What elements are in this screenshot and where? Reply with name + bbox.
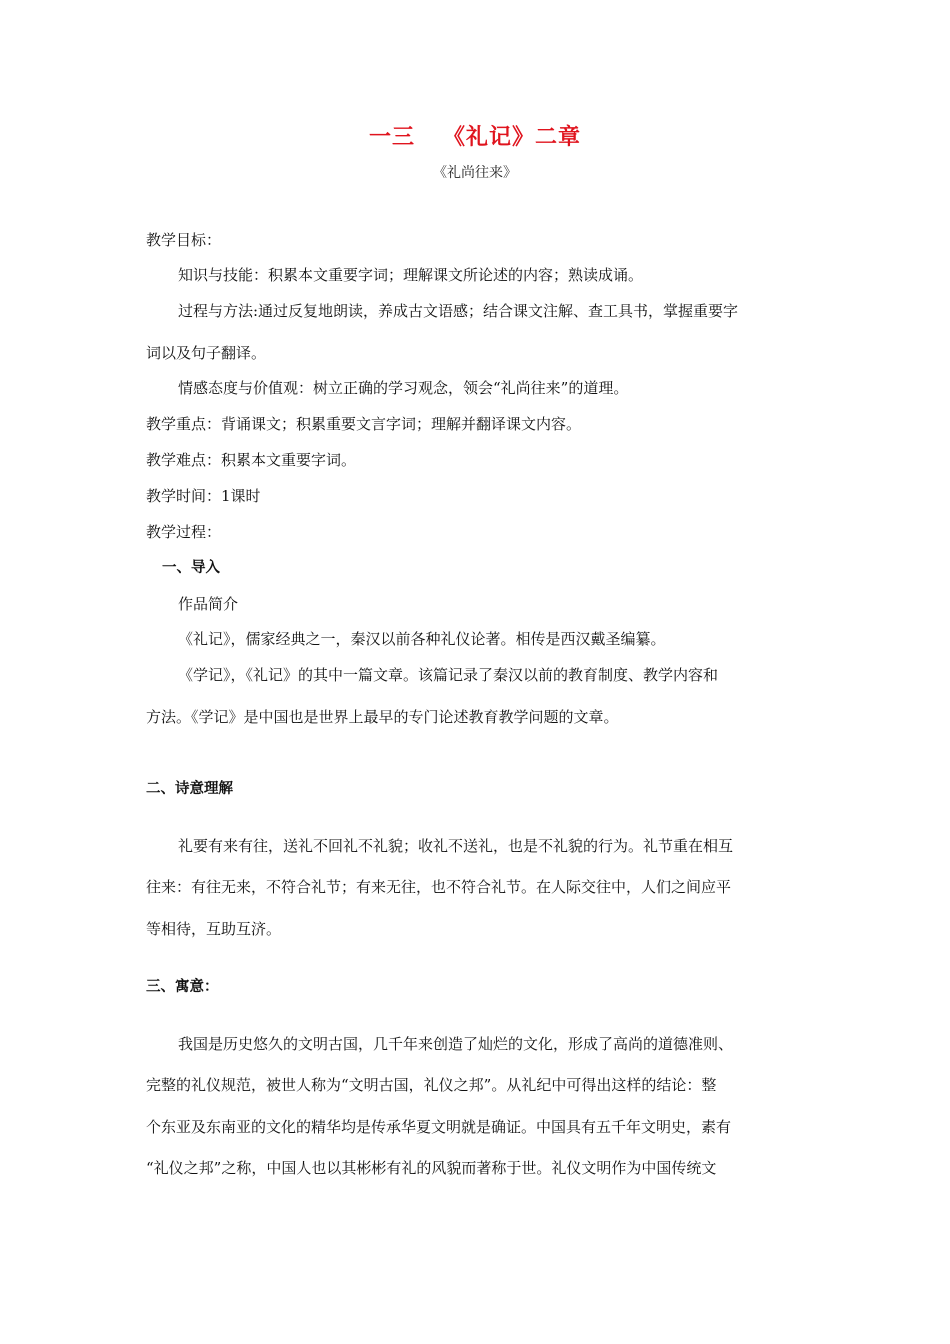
goal-emotion: 情感态度与价值观：树立正确的学习观念，领会“礼尚往来”的道理。 <box>178 379 629 397</box>
intro-label: 作品简介 <box>178 595 239 613</box>
moral-line-2: 完整的礼仪规范，被世人称为“文明古国，礼仪之邦”。从礼纪中可得出这样的结论：整 <box>146 1076 717 1094</box>
xueji-line-2: 方法。《学记》是中国也是世界上最早的专门论述教育教学问题的文章。 <box>146 708 619 726</box>
document-subtitle: 《礼尚往来》 <box>433 165 517 181</box>
teaching-time: 教学时间：1课时 <box>146 487 261 505</box>
moral-line-1: 我国是历史悠久的文明古国，几千年来创造了灿烂的文化，形成了高尚的道德准则、 <box>178 1035 734 1053</box>
title-main: 《礼记》二章 <box>443 125 582 150</box>
process-label: 教学过程： <box>146 523 222 541</box>
document-title <box>0 120 950 151</box>
liji-intro: 《礼记》，儒家经典之一，秦汉以前各种礼仪论著。相传是西汉戴圣编纂。 <box>178 630 666 648</box>
meaning-line-3: 等相待，互助互济。 <box>146 920 282 938</box>
difficulties: 教学难点：积累本文重要字词。 <box>146 451 357 469</box>
key-points: 教学重点：背诵课文；积累重要文言字词；理解并翻译课文内容。 <box>146 415 582 433</box>
moral-line-4: “礼仪之邦”之称，中国人也以其彬彬有礼的风貌而著称于世。礼仪文明作为中国传统文 <box>146 1159 717 1177</box>
goals-label: 教学目标： <box>146 231 222 249</box>
meaning-line-2: 往来：有往无来，不符合礼节；有来无往，也不符合礼节。在人际交往中，人们之间应平 <box>146 878 732 896</box>
xueji-line-1: 《学记》，《礼记》的其中一篇文章。该篇记录了秦汉以前的教育制度、教学内容和 <box>178 666 719 684</box>
goal-process-line-2: 词以及句子翻译。 <box>146 344 267 362</box>
section1-heading: 一、导入 <box>162 560 220 576</box>
moral-line-3: 个东亚及东南亚的文化的精华均是传承华夏文明就是确证。中国具有五千年文明史，素有 <box>146 1118 732 1136</box>
goal-knowledge: 知识与技能：积累本文重要字词；理解课文所论述的内容；熟读成诵。 <box>178 266 644 284</box>
goal-process-line-1: 过程与方法:通过反复地朗读，养成古文语感；结合课文注解、查工具书，掌握重要字 <box>178 302 739 320</box>
meaning-line-1: 礼要有来有往，送礼不回礼不礼貌；收礼不送礼，也是不礼貌的行为。礼节重在相互 <box>178 837 734 855</box>
section3-heading: 三、寓意： <box>146 979 219 995</box>
title-number: 一三 <box>368 125 415 150</box>
section2-heading: 二、诗意理解 <box>146 781 233 797</box>
